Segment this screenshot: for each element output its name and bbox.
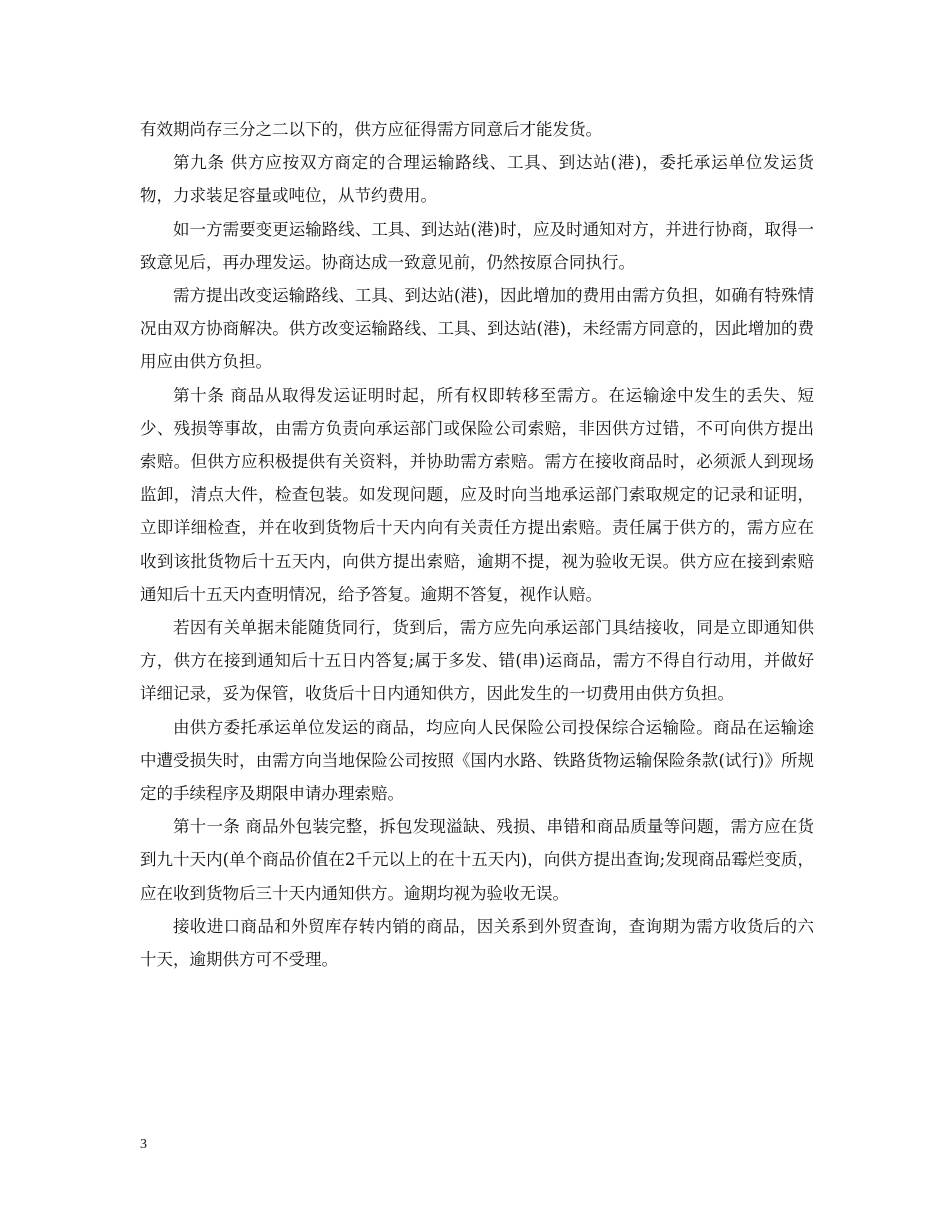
document-body: [140, 113, 814, 976]
paragraph-2: 第九条 供方应按双方商定的合理运输路线、工具、到达站(港)，委托承运单位发运货物，力求装足容量或吨位，从节约费用。: [140, 153, 814, 206]
paragraph-6: 若因有关单据未能随货同行，货到后，需方应先向承运部门具结接收，同是立即通知供方，供方在接到通知后十五日内答复;属于多发、错(串)运商品，需方不得自行动用，并做好详细记录，妥为保管，收货后十日内通知供方，因此发生的一切费用由供方负担。: [140, 618, 814, 704]
paragraph-4: 需方提出改变运输路线、工具、到达站(港)，因此增加的费用由需方负担，如确有特殊情况由双方协商解决。供方改变运输路线、工具、到达站(港)，未经需方同意的，因此增加的费用应由供方负担。: [140, 286, 814, 372]
paragraph-1: 有效期尚存三分之二以下的，供方应征得需方同意后才能发货。: [140, 120, 602, 139]
paragraph-5: 第十条 商品从取得发运证明时起，所有权即转移至需方。在运输途中发生的丢失、短少、残损等事故，由需方负责向承运部门或保险公司索赔，非因供方过错，不可向供方提出索赔。但供方应积极提供有关资料，并协助需方索赔。需方在接收商品时，必须派人到现场监卸，清点大件，检查包装。如发现问题，应及时向当地承运部门索取规定的记录和证明，立即详细检查，并在收到货物后十天内向有关责任方提出索赔。责任属于供方的，需方应在收到该批货物后十五天内，向供方提出索赔，逾期不提，视为验收无误。供方应在接到索赔通知后十五天内查明情况，给予答复。逾期不答复，视作认赔。: [140, 385, 814, 604]
paragraph-8: 第十一条 商品外包装完整，拆包发现溢缺、残损、串错和商品质量等问题，需方应在货到九十天内(单个商品价值在2千元以上的在十五天内)，向供方提出查询;发现商品霉烂变质，应在收到货物后三十天内通知供方。逾期均视为验收无误。: [140, 817, 814, 903]
paragraph-3: 如一方需要变更运输路线、工具、到达站(港)时，应及时通知对方，并进行协商，取得一致意见后，再办理发运。协商达成一致意见前，仍然按原合同执行。: [140, 219, 814, 272]
paragraph-7: 由供方委托承运单位发运的商品，均应向人民保险公司投保综合运输险。商品在运输途中遭受损失时，由需方向当地保险公司按照《国内水路、铁路货物运输保险条款(试行)》所规定的手续程序及期限申请办理索赔。: [140, 717, 814, 804]
page-number: 3: [140, 1137, 147, 1152]
paragraph-9: 接收进口商品和外贸库存转内销的商品，因关系到外贸查询，查询期为需方收货后的六十天，逾期供方可不受理。: [140, 916, 814, 970]
